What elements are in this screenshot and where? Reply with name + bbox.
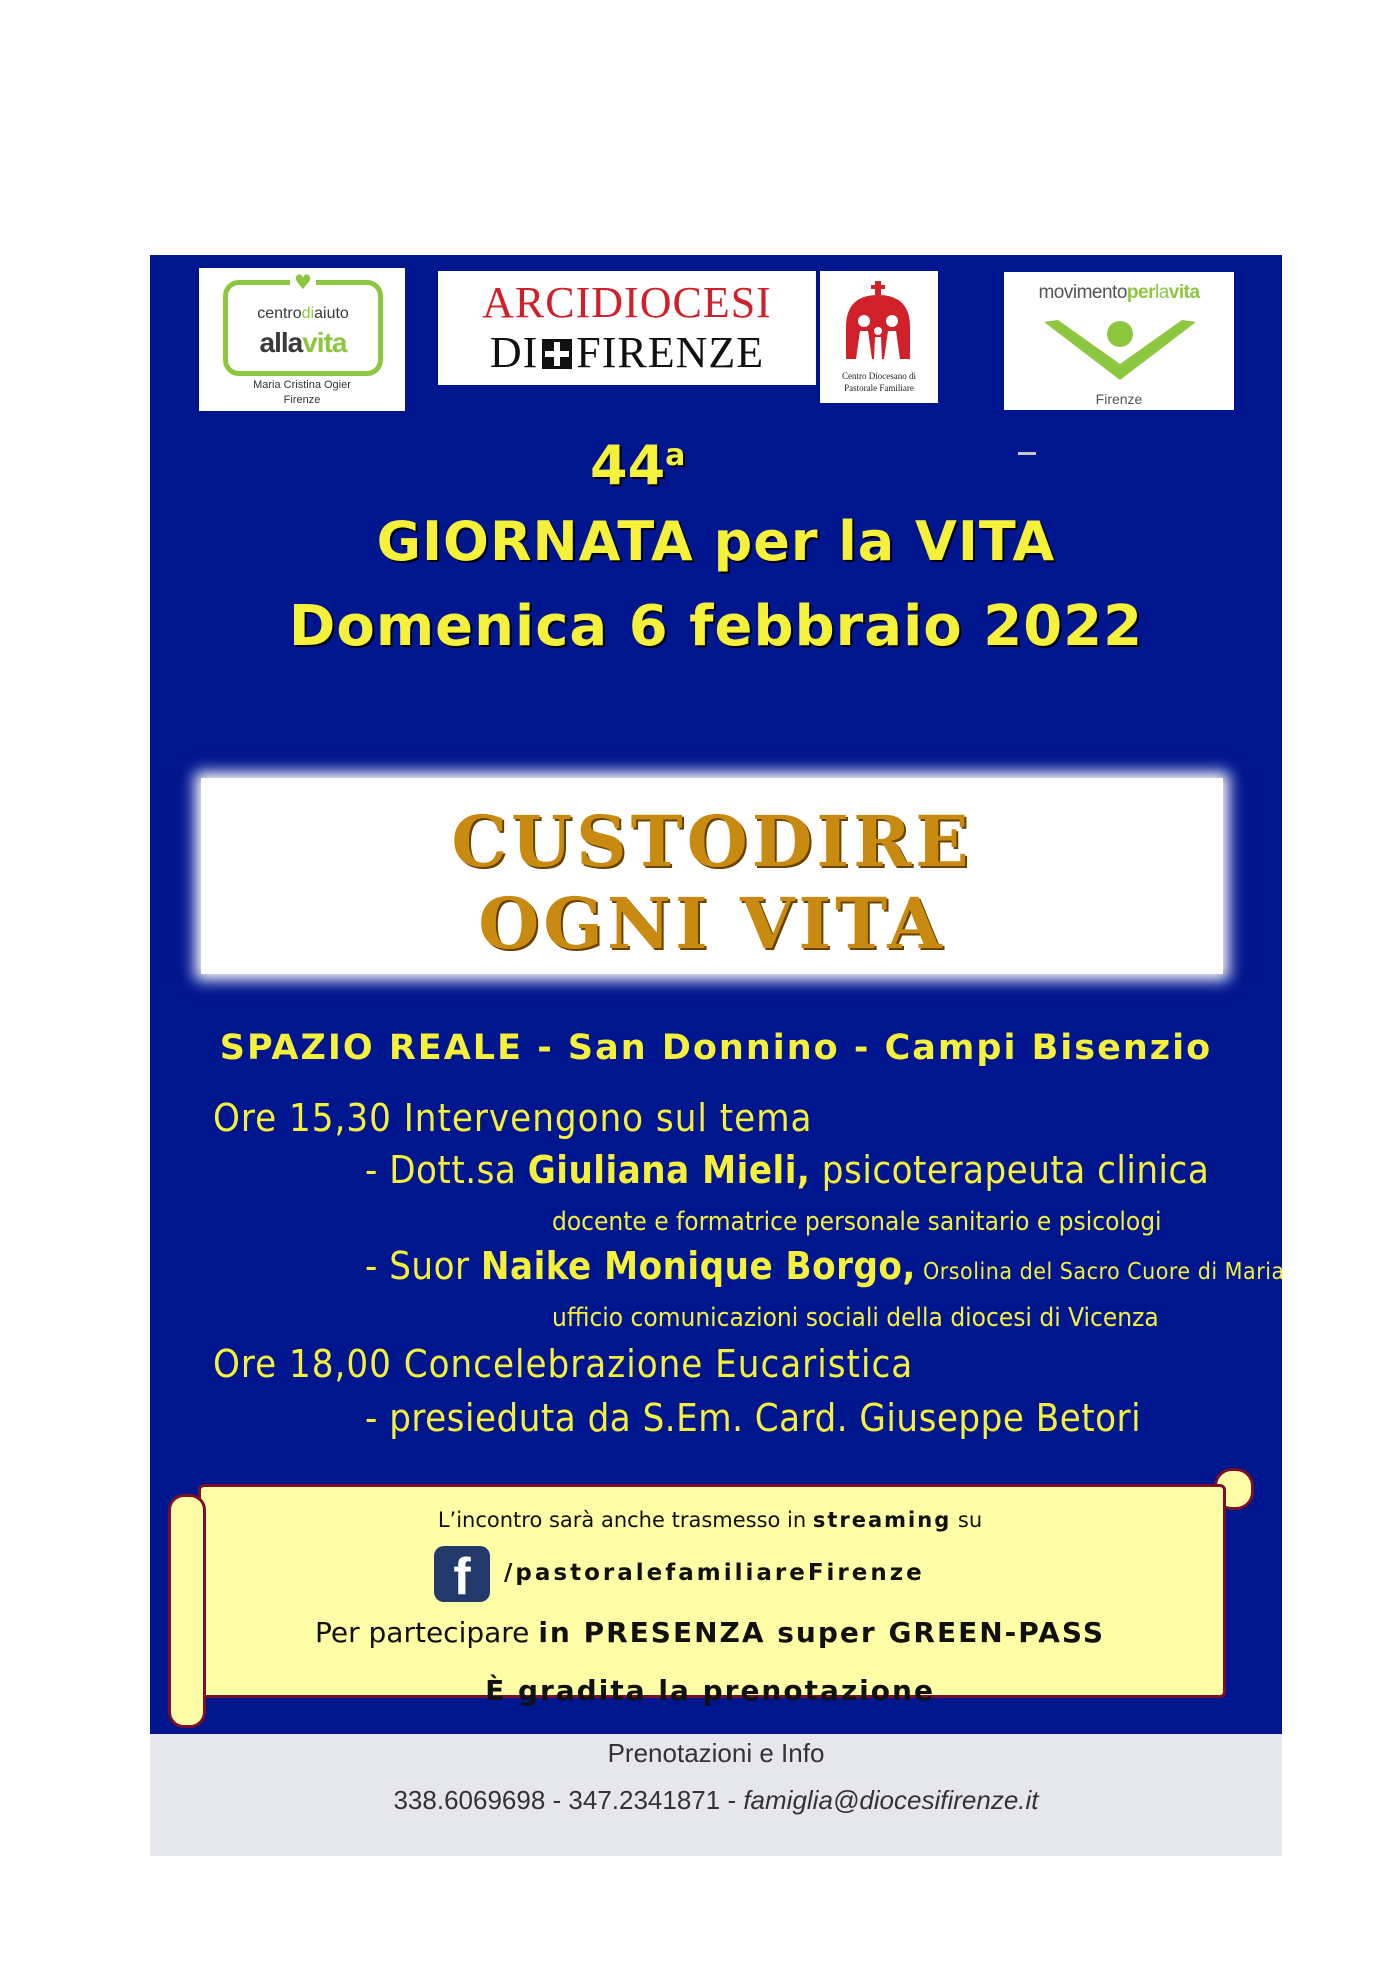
celebrant: - presieduta da S.Em. Card. Giuseppe Betori <box>365 1396 1142 1440</box>
decorative-dash <box>1018 452 1036 455</box>
speaker-1: - Dott.sa Giuliana Mieli, psicoterapeuta clinica <box>365 1148 1210 1192</box>
attendance-requirement: Per partecipare in PRESENZA super GREEN-PASS <box>315 1616 1105 1649</box>
speaker-2: - Suor Naike Monique Borgo, Orsolina del Sacro Cuore di Maria <box>365 1244 1285 1288</box>
logo-movimento-per-la-vita <box>1004 272 1234 410</box>
event-title: GIORNATA per la VITA <box>376 510 1056 573</box>
facebook-handle[interactable]: /pastoralefamiliareFirenze <box>504 1560 925 1586</box>
cdp-text1: Centro Diocesano di <box>842 371 916 381</box>
cav-city: Firenze <box>283 394 321 406</box>
mpv-city: Firenze <box>1095 391 1143 407</box>
speaker-2-role: ufficio comunicazioni sociali della diocesi di Vicenza <box>552 1303 1159 1333</box>
logo-arcidiocesi <box>438 271 816 385</box>
theme-box <box>201 778 1223 974</box>
cav-line2: allavita <box>259 327 347 358</box>
logo-pastorale-familiare <box>820 271 938 403</box>
speaker-1-role: docente e formatrice personale sanitario e psicologi <box>552 1207 1162 1237</box>
arcidiocesi-line1: ARCIDIOCESI <box>482 278 772 327</box>
cross-icon <box>542 339 572 369</box>
scroll-banner <box>164 1468 1256 1728</box>
theme-line2: OGNI VITA <box>478 882 946 965</box>
cav-frame <box>223 270 383 376</box>
info-heading: Prenotazioni e Info <box>607 1738 825 1768</box>
booking-notice: È gradita la prenotazione <box>485 1674 935 1707</box>
edition-number: 44$^a$ <box>590 434 686 497</box>
theme-line1: CUSTODIRE <box>451 800 973 883</box>
mpv-checkmark-icon <box>1040 314 1200 384</box>
cav-subtitle: Maria Cristina Ogier <box>253 379 351 391</box>
program-time-1: Ore 15,30 Intervengono sul tema <box>213 1096 813 1140</box>
heart-icon: ♥ <box>290 271 316 293</box>
mpv-title: movimentoperlavita <box>1038 282 1200 303</box>
dome-family-icon <box>838 281 918 359</box>
arcidiocesi-line2: DI FIRENZE <box>489 328 765 377</box>
facebook-icon: f <box>434 1546 490 1602</box>
event-date: Domenica 6 febbraio 2022 <box>288 594 1144 659</box>
streaming-notice: L’incontro sarà anche trasmesso in streaming su <box>437 1508 983 1532</box>
contact-line <box>150 1785 1282 1816</box>
program-time-2: Ore 18,00 Concelebrazione Eucaristica <box>213 1342 914 1386</box>
cav-line1: centrodiaiuto <box>257 305 349 322</box>
email-link[interactable]: famiglia@diocesifirenze.it <box>743 1785 1039 1815</box>
phone-numbers: 338.6069698 - 347.2341871 - <box>393 1785 744 1815</box>
cdp-text2: Pastorale Familiare <box>844 383 914 393</box>
logo-centro-aiuto-vita <box>199 268 405 411</box>
venue: SPAZIO REALE - San Donnino - Campi Bisenzio <box>219 1028 1213 1068</box>
